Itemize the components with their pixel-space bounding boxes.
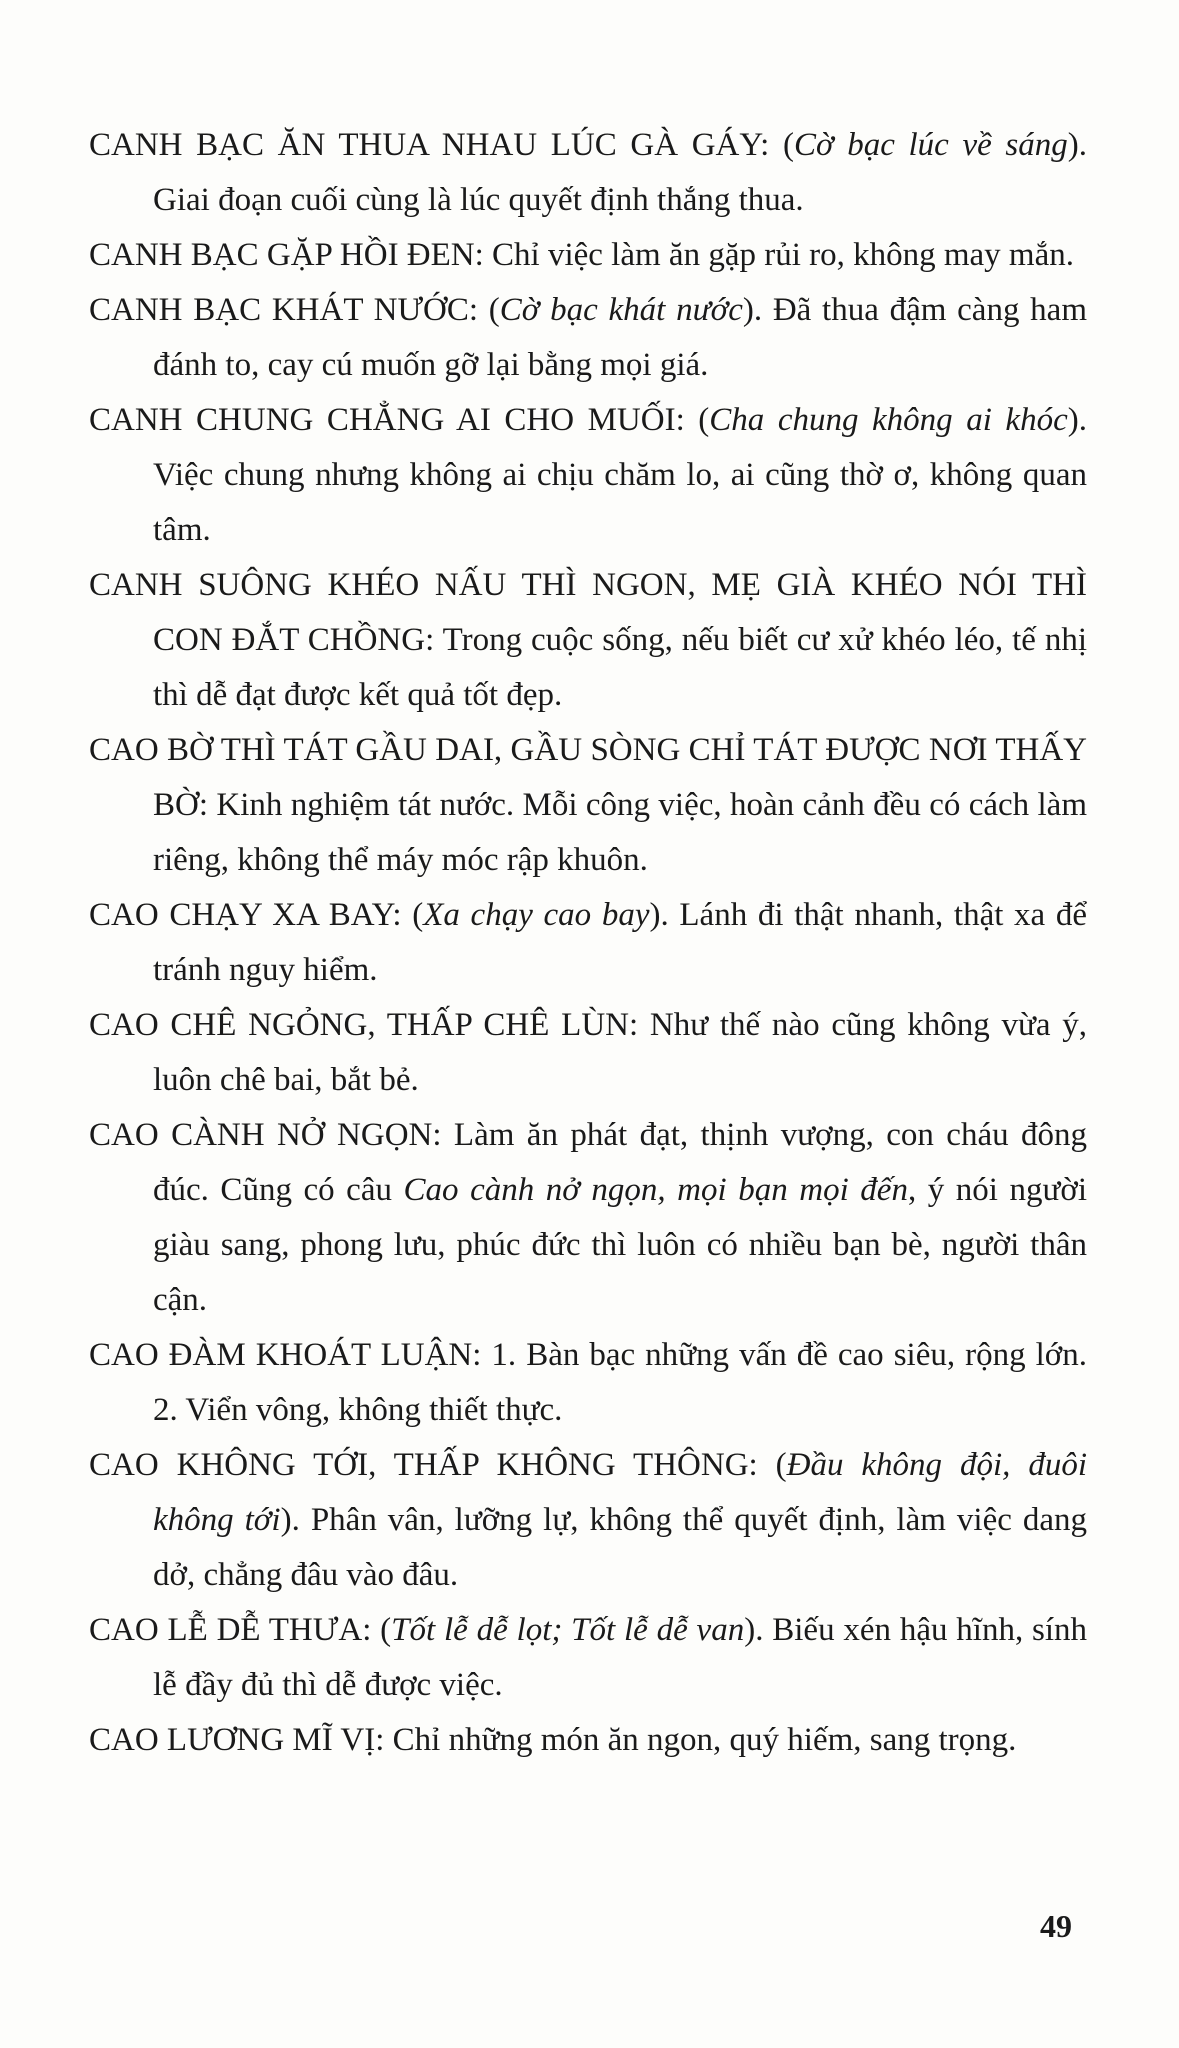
dictionary-entry	[89, 228, 1087, 283]
entry-italic-text: Cờ bạc lúc về sáng	[793, 127, 1068, 163]
entry-text: CANH BẠC GẶP HỒI ĐEN: Chỉ việc làm ăn gặp rủi ro, không may mắn.	[89, 237, 1074, 273]
entry-italic-text: Cờ bạc khát nước	[499, 292, 743, 328]
dictionary-entry	[89, 888, 1087, 998]
entry-italic-text: Cha chung không ai khóc	[709, 402, 1068, 438]
entry-text: ). Phân vân, lưỡng lự, không thể quyết định, làm việc dang dở, chẳng đâu vào đâu.	[153, 1502, 1087, 1593]
dictionary-entry	[89, 1603, 1087, 1713]
dictionary-entry	[89, 558, 1087, 723]
entry-text: CAO ĐÀM KHOÁT LUẬN: 1. Bàn bạc những vấn đề cao siêu, rộng lớn. 2. Viển vông, không thiết thực.	[89, 1337, 1087, 1428]
entry-text: CANH SUÔNG KHÉO NẤU THÌ NGON, MẸ GIÀ KHÉO NÓI THÌ CON ĐẮT CHỒNG: Trong cuộc sống, nếu biết cư xử khéo léo, tế nhị thì dễ đạt được kết quả tốt đẹp.	[89, 567, 1087, 713]
page-number: 49	[1040, 1908, 1072, 1944]
entry-text: ). Biếu xén hậu hĩnh, sính lễ đầy đủ thì dễ được việc.	[153, 1612, 1088, 1703]
dictionary-entry	[89, 118, 1087, 228]
entry-text: CAO LƯƠNG MĨ VỊ: Chỉ những món ăn ngon, quý hiếm, sang trọng.	[89, 1722, 1017, 1758]
dictionary-entry	[89, 1108, 1087, 1328]
dictionary-entry	[89, 1438, 1087, 1603]
dictionary-entry	[89, 1713, 1087, 1768]
entry-text: CAO CÀNH NỞ NGỌN: Làm ăn phát đạt, thịnh vượng, con cháu đông đúc. Cũng có câu	[89, 1117, 1087, 1208]
entry-text: ). Việc chung nhưng không ai chịu chăm lo, ai cũng thờ ơ, không quan tâm.	[153, 402, 1087, 548]
entry-text: ). Đã thua đậm càng ham đánh to, cay cú muốn gỡ lại bằng mọi giá.	[153, 292, 1087, 383]
entry-text: CAO KHÔNG TỚI, THẤP KHÔNG THÔNG: (	[89, 1447, 787, 1483]
entry-italic-text: Xa chạy cao bay	[423, 897, 650, 933]
entry-italic-text: Tốt lễ dễ lọt; Tốt lễ dễ van	[391, 1612, 745, 1648]
entry-text: CAO LỄ DỄ THƯA: (	[89, 1612, 392, 1648]
dictionary-entries	[89, 118, 1087, 1768]
dictionary-entry	[89, 1328, 1087, 1438]
entry-italic-text: Cao cành nở ngọn, mọi bạn mọi đến	[403, 1172, 908, 1208]
entry-text: CAO CHẠY XA BAY: (	[89, 897, 424, 933]
entry-text: , ý nói người giàu sang, phong lưu, phúc đức thì luôn có nhiều bạn bè, người thân cận.	[153, 1172, 1087, 1318]
dictionary-entry	[89, 723, 1087, 888]
entry-text: CANH BẠC ĂN THUA NHAU LÚC GÀ GÁY: (	[89, 127, 794, 163]
dictionary-entry	[89, 998, 1087, 1108]
entry-text: CAO CHÊ NGỎNG, THẤP CHÊ LÙN: Như thế nào cũng không vừa ý, luôn chê bai, bắt bẻ.	[89, 1007, 1087, 1098]
entry-text: CANH BẠC KHÁT NƯỚC: (	[89, 292, 500, 328]
dictionary-entry	[89, 283, 1087, 393]
entry-text: ). Lánh đi thật nhanh, thật xa để tránh nguy hiểm.	[153, 897, 1088, 988]
entry-italic-text: Đầu không đội, đuôi không tới	[153, 1447, 1087, 1538]
entry-text: ). Giai đoạn cuối cùng là lúc quyết định thắng thua.	[153, 127, 1087, 218]
dictionary-entry	[89, 393, 1087, 558]
entry-text: CANH CHUNG CHẲNG AI CHO MUỐI: (	[89, 402, 710, 438]
entry-text: CAO BỜ THÌ TÁT GẦU DAI, GẦU SÒNG CHỈ TÁT ĐƯỢC NƠI THẤY BỜ: Kinh nghiệm tát nước. Mỗi công việc, hoàn cảnh đều có cách làm riêng, không thể máy móc rập khuôn.	[89, 732, 1087, 878]
